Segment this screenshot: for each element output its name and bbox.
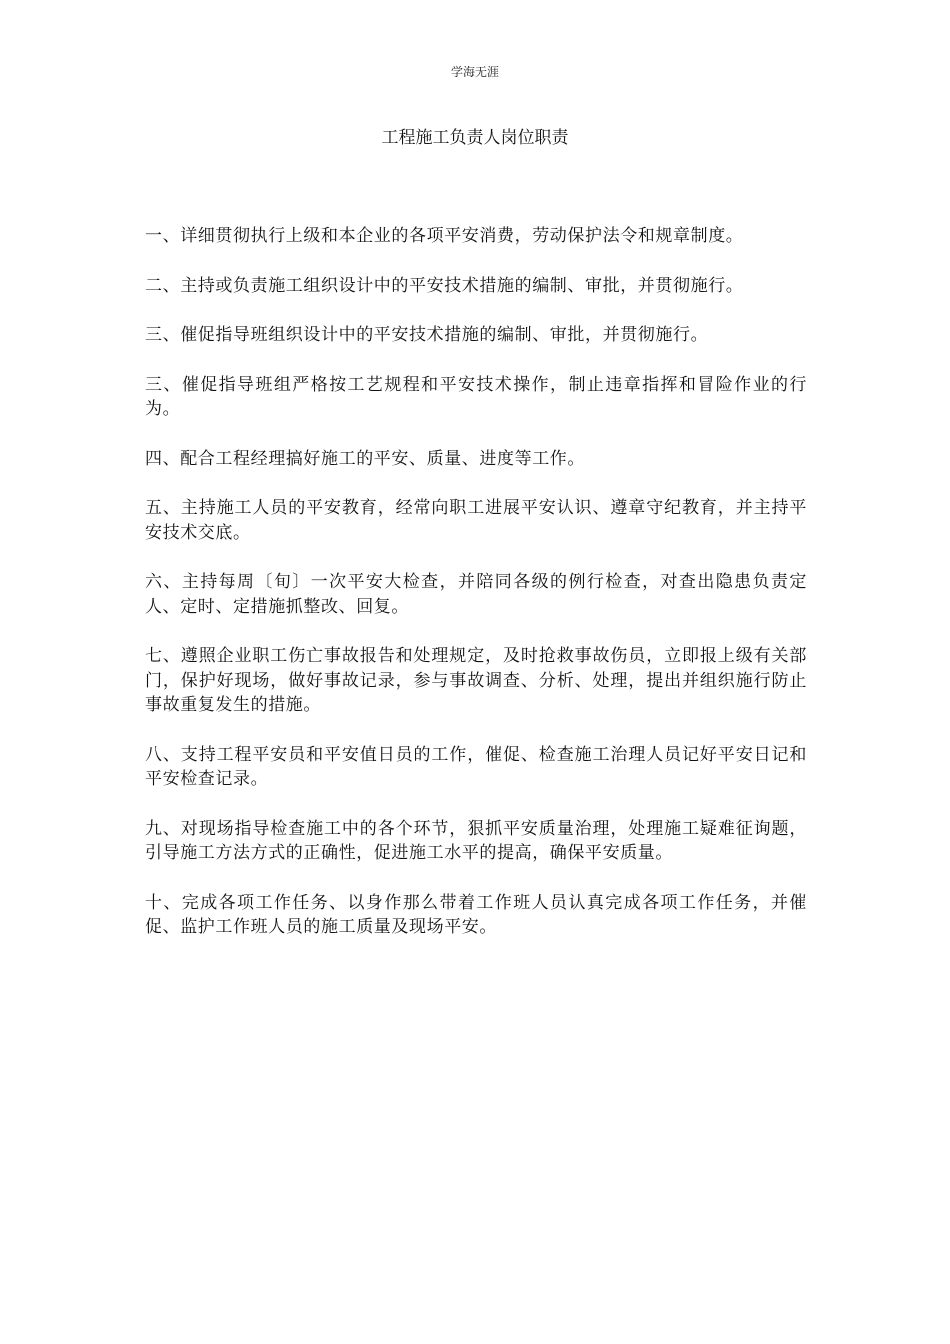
paragraph-3: 三、催促指导班组织设计中的平安技术措施的编制、审批，并贯彻施行。	[145, 325, 709, 345]
paragraph-2: 二、主持或负责施工组织设计中的平安技术措施的编制、审批，并贯彻施行。	[145, 275, 744, 296]
document-title: 工程施工负责人岗位职责	[381, 128, 569, 148]
paragraph-8: 七、遵照企业职工伤亡事故报告和处理规定，及时抢救事故伤员，立即报上级有关部门，保护好现场，做好事故记录，参与事故调查、分析、处理，提出并组织施行防止事故重复发生的措施。	[145, 646, 807, 715]
paragraph-5: 四、配合工程经理搞好施工的平安、质量、进度等工作。	[145, 448, 585, 469]
paragraph-10: 九、对现场指导检查施工中的各个环节，狠抓平安质量治理，处理施工疑难征询题，引导施工方法方式的正确性，促进施工水平的提高，确保平安质量。	[145, 818, 807, 863]
paragraph-6: 五、主持施工人员的平安教育，经常向职工进展平安认识、遵章守纪教育，并主持平安技术交底。	[145, 498, 807, 543]
paragraph-9: 八、支持工程平安员和平安值日员的工作，催促、检查施工治理人员记好平安日记和平安检查记录。	[145, 744, 807, 789]
paragraph-11: 十、完成各项工作任务、以身作那么带着工作班人员认真完成各项工作任务，并催促、监护工作班人员的施工质量及现场平安。	[145, 892, 807, 937]
document-body	[145, 224, 807, 965]
page-header: 学海无涯	[450, 65, 499, 79]
paragraph-1: 一、详细贯彻执行上级和本企业的各项平安消费，劳动保护法令和规章制度。	[145, 226, 744, 246]
paragraph-4: 三、催促指导班组严格按工艺规程和平安技术操作，制止违章指挥和冒险作业的行为。	[145, 374, 807, 419]
paragraph-7: 六、主持每周〔旬〕一次平安大检查，并陪同各级的例行检查，对查出隐患负责定人、定时、定措施抓整改、回复。	[145, 572, 807, 617]
